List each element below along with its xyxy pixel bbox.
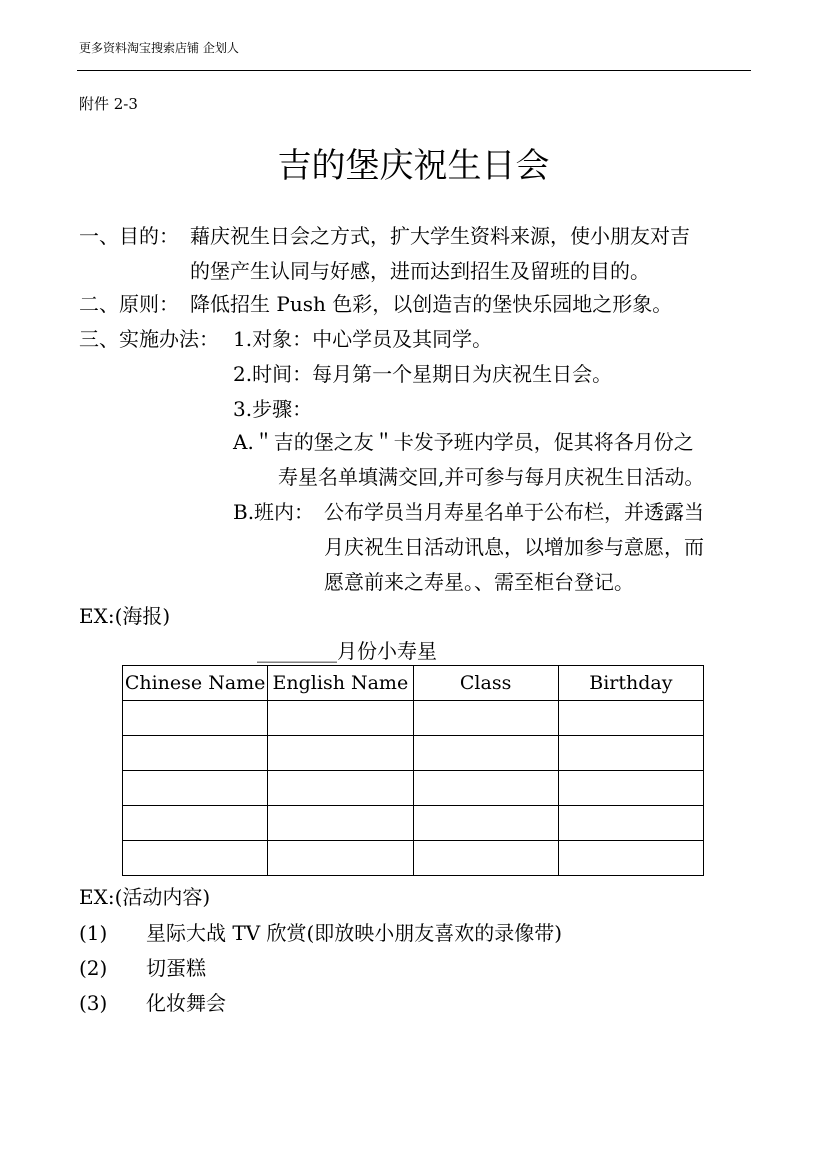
activity-text-2: 切蛋糕 xyxy=(146,956,206,980)
activity-text-1: 星际大战 TV 欣赏(即放映小朋友喜欢的录像带) xyxy=(146,921,563,945)
table-row xyxy=(123,806,704,841)
step-a-line2: 寿星名单填满交回,并可参与每月庆祝生日活动。 xyxy=(278,465,705,489)
column-header-class: Class xyxy=(413,666,558,701)
header-divider xyxy=(77,70,751,71)
step-b-line3: 愿意前来之寿星。、需至柜台登记。 xyxy=(324,570,634,594)
table-cell xyxy=(123,771,268,806)
activity-text-3: 化妆舞会 xyxy=(146,991,226,1015)
table-cell xyxy=(123,841,268,876)
table-cell xyxy=(558,841,703,876)
method-item-target: 1.对象：中心学员及其同学。 xyxy=(233,327,493,351)
table-cell xyxy=(123,701,268,736)
step-b-line2: 月庆祝生日活动讯息，以增加参与意愿，而 xyxy=(324,535,704,559)
poster-example-label: EX:(海报) xyxy=(79,604,171,628)
principle-label: 二、原则： xyxy=(79,292,179,316)
table-cell xyxy=(558,771,703,806)
method-item-time: 2.时间：每月第一个星期日为庆祝生日会。 xyxy=(233,362,613,386)
table-cell xyxy=(558,806,703,841)
table-cell xyxy=(268,841,413,876)
document-title: 吉的堡庆祝生日会 xyxy=(277,146,550,186)
annex-label: 附件 2-3 xyxy=(79,95,138,113)
column-header-birthday: Birthday xyxy=(558,666,703,701)
birthday-table-title: ________月份小寿星 xyxy=(257,639,437,663)
column-header-chinese-name: Chinese Name xyxy=(123,666,268,701)
table-cell xyxy=(268,806,413,841)
table-cell xyxy=(123,736,268,771)
purpose-text-line2: 的堡产生认同与好感，进而达到招生及留班的目的。 xyxy=(190,259,650,283)
purpose-text-line1: 藉庆祝生日会之方式，扩大学生资料来源，使小朋友对吉 xyxy=(190,224,690,248)
table-row xyxy=(123,841,704,876)
activity-number-3: (3) xyxy=(79,991,108,1015)
purpose-label: 一、目的： xyxy=(79,224,179,248)
table-cell xyxy=(268,736,413,771)
table-cell xyxy=(123,806,268,841)
table-cell xyxy=(268,701,413,736)
table-cell xyxy=(558,701,703,736)
table-row xyxy=(123,771,704,806)
step-a-line1: A.＂吉的堡之友＂卡发予班内学员，促其将各月份之 xyxy=(233,430,694,454)
table-row xyxy=(123,701,704,736)
activity-number-2: (2) xyxy=(79,956,108,980)
table-cell xyxy=(413,841,558,876)
column-header-english-name: English Name xyxy=(268,666,413,701)
birthday-table xyxy=(122,665,704,876)
method-item-steps: 3.步骤： xyxy=(233,397,313,421)
activities-label: EX:(活动内容) xyxy=(79,885,211,909)
step-b-label: B.班内： xyxy=(233,500,315,524)
method-label: 三、实施办法： xyxy=(79,327,219,351)
table-cell xyxy=(413,701,558,736)
table-cell xyxy=(558,736,703,771)
table-cell xyxy=(413,806,558,841)
table-header-row xyxy=(123,666,704,701)
step-b-line1: 公布学员当月寿星名单于公布栏，并透露当 xyxy=(324,500,704,524)
table-cell xyxy=(413,771,558,806)
table-cell xyxy=(413,736,558,771)
table-row xyxy=(123,736,704,771)
principle-text: 降低招生 Push 色彩，以创造吉的堡快乐园地之形象。 xyxy=(190,292,673,316)
activity-number-1: (1) xyxy=(79,921,108,945)
table-cell xyxy=(268,771,413,806)
page-header-text: 更多资料淘宝搜索店铺 企划人 xyxy=(79,41,239,55)
